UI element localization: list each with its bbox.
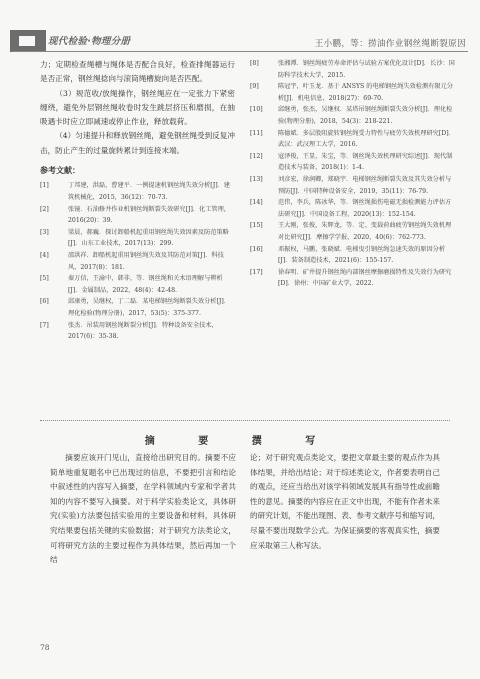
page-header [0,0,480,54]
reference-item: [14] 范伟，李兵，陈冰华，等．钢丝绳损伤电磁无损检测能力评估方法研究[J]．中国设备工程，2020(13)：152-154. [250,199,452,218]
header-rule [12,51,468,52]
reference-item: [12] 寇泽俊，王显，朱宝，等．钢丝绳失效机理研究综述[J]．现代制造技术与装备，2018(1)：1-4. [250,152,453,172]
abstract-writing-text-right: 论；对于研究观点类论文，要把文章最主要的观点作为具体结果，并给出结论；对于综述类论文，作者要表明自己的观点，还应当给出对该学科领域发展具有指导性或前瞻性的意见。摘要的内容应在正文中出现，不能有作者未来的研究计划，不能出现图、表、参考文献序号和缩写词，尽量不要出现数学公式。为保证摘要的客观真实性，摘要应采取第三人称写法。 [250,453,440,550]
page-number: 78 [40,643,50,652]
abstract-writing-text-left: 摘要应该开门见山，直接给出研究目的。摘要不应简单地重复题名中已出现过的信息，不要把引言和结论中叙述性的内容写入摘要，在学科领域内专家和学者共知的内容不要写入摘要。对于科学实验类论文，具体研究(实验)方法要包括实验用的主要设备和材料，具体研究结果要包括关键的实验数据；对于研究方法类论文，可将研究方法的主要过程作为具体结果，然后再加一个结 [50,453,236,565]
left-column [40,58,235,343]
journal-brand: 现代检验·物理分册 [48,36,131,47]
abstract-writing-title: 摘 要 撰 写 [144,436,336,447]
reference-item: [7] 张杰．吊装用钢丝绳断裂分析[J]．特种设备安全技术，2017(6)：35-38. [40,321,218,341]
reference-item: [4] 邵洪祥．卸船机起重用钢丝绳失效及其防范对策[J]．科技风，2017(8)：181. [40,251,224,271]
reference-item: [15] 王大刚，张俊，朱辉龙，等．定、变载荷曲疲劳钢丝绳失效机理对比研究[J]．摩擦学学报，2020，40(6)：762-773. [250,222,452,241]
reference-item: [13] 刘彦宏，徐润卿，郑晓宇．电梯钢丝绳断裂失效及其失效分析与预防[J]．中国特种设备安全，2019，35(11)：76-79. [250,175,452,195]
reference-item: [8] 张湘潭．钢丝绳疲劳寿命评估与试验方案优化设计[D]．长沙：国防科学技术大学，2015. [250,60,455,79]
reference-item: [17] 徐春明．矿井提升钢丝绳内部钢丝摩擦磨损特性及失效行为研究[D]．徐州：中国矿业大学，2022. [250,268,452,288]
reference-item: [5] 秦万信，王渝中，韩非，等．钢丝绳和关术语理解与辨析[J]．金属制品，2022，48(4)：42-48. [40,275,223,294]
paragraph-continued: 力；定期检查绳槽与绳体是否配合良好，检查排绳器运行是否正常，钢丝绳捻向与滚筒绳槽旋向是否匹配。 [40,60,235,84]
reference-item: [9] 陈冠宇，叶玉龙．基于 ANSYS 的电梯钢丝绳失效检测有限元分析[J]．机电信息，2018(27)：69-70. [250,83,453,102]
reference-item: [2] 张镜．石油修井作业机钢丝绳断裂失效研究[J]．化工管理，2016(20)：39. [40,205,230,225]
references-heading: 参考文献： [40,166,80,176]
reference-item: [1] 丁邦建，洪磊，曹建平．一例提速机钢丝绳失效分析[J]．建筑机械化，2015，36(12)：70-73. [40,182,230,201]
reference-item: [3] 梁晨，郝巍．探讨卸船机起重用钢丝绳失效因素及防范策略[J]．山东工业技术，2017(13)：299. [40,228,229,248]
reference-list-right [250,58,456,290]
journal-logo-icon [10,30,46,52]
reference-item: [16] 邓振权，马鹏，张晓斌．电梯曳引钢丝绳急速失效的原因分析[J]．装备制造技术，2021(6)：155-157. [250,245,446,265]
reference-item: [10] 邱继勇，张杰，吴继权．某塔吊钢丝绳断裂失效分析[J]．理化检验(物理分册)，2018，54(3)：218-221. [250,106,453,125]
paragraph-item-4: （4）匀速提升和释放钢丝绳，避免钢丝绳受到反复冲击，防止产生的过量旋转累计到连接末端。 [40,131,235,155]
section-divider [40,420,450,421]
right-column [250,58,456,290]
paragraph-item-3: （3）规范收/放绳操作，钢丝绳应在一定张力下紧密缠绕，避免外层钢丝绳收卷时发生跳层挤压和磨损，在抽吸遇卡时应立即减速或停止作业，释放载荷。 [40,88,235,127]
running-head: 王小鹏，等：捞油作业钢丝绳断裂原因 [314,39,466,49]
reference-item: [11] 陈德斌．多层股阻旋转钢丝绳受力特性与疲劳失效机理研究[D]．武汉：武汉理工大学，2016. [250,129,455,149]
reference-list-left [40,180,235,342]
reference-item: [6] 邱康勇，吴继权，丁二磊．某电梯钢丝绳断裂失效分析[J]．理化检验(物理分册)，2017，53(5)：375-377. [40,298,230,317]
